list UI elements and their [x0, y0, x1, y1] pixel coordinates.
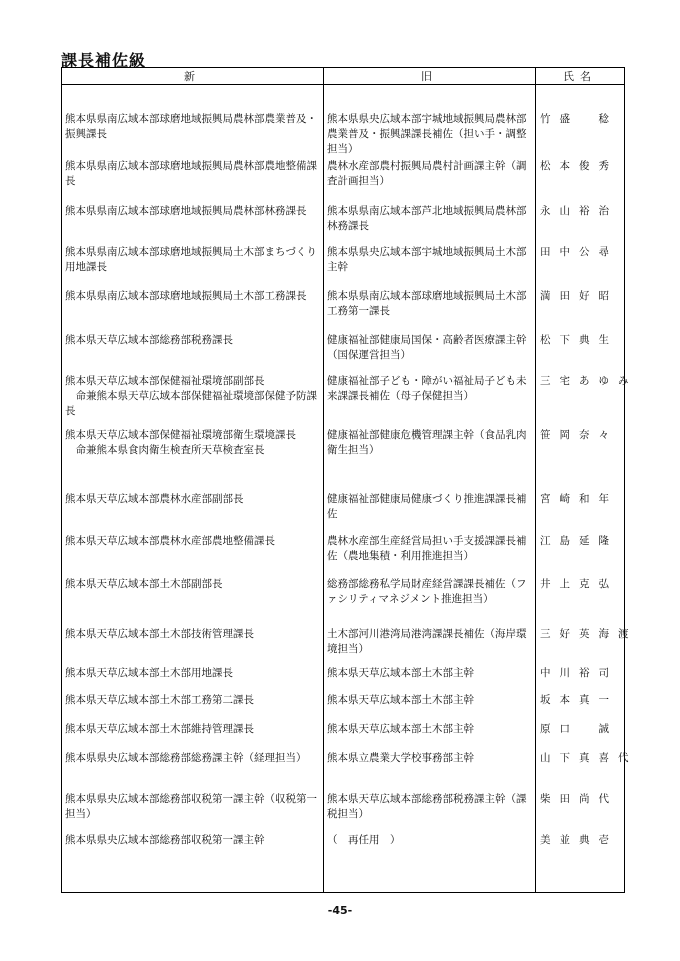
new-position-cell-text: 熊本県県央広域本部総務部総務課主幹（経理担当）	[65, 751, 307, 764]
name-cell	[536, 627, 638, 666]
new-position-cell-text: 熊本県天草広域本部土木部副部長	[65, 578, 223, 591]
old-position-cell-text: 熊本県県央広域本部宇城地域振興局土木部主幹	[327, 246, 527, 274]
table-row	[62, 428, 625, 493]
table-row	[62, 492, 625, 534]
name-cell-text: 山下真喜代	[540, 751, 638, 764]
new-position-cell	[62, 159, 324, 204]
table-row	[62, 85, 625, 159]
old-position-cell-text: 熊本県天草広域本部総務部税務課主幹（課税担当）	[327, 792, 527, 820]
old-position-cell-text: 農林水産部農村振興局農村計画課主幹（調査計画担当）	[327, 159, 527, 187]
name-cell	[536, 693, 625, 722]
name-cell-text: 三宅あゆみ	[540, 375, 638, 388]
old-position-cell-text: 健康福祉部健康危機管理課主幹（食品乳肉衛生担当）	[327, 428, 527, 456]
name-cell	[536, 722, 625, 751]
new-position-cell-text: 熊本県県南広域本部球磨地域振興局農林部農地整備課長	[65, 159, 317, 187]
table-row	[62, 577, 625, 626]
new-position-cell	[62, 374, 324, 427]
name-cell	[536, 289, 625, 333]
new-position-cell	[62, 792, 324, 833]
name-cell	[536, 428, 625, 493]
old-position-cell-text: 熊本県立農業大学校事務部主幹	[327, 751, 474, 764]
table-row	[62, 666, 625, 694]
old-position-cell	[324, 245, 536, 289]
name-cell-text: 美並典壱	[540, 833, 618, 846]
header-old: 旧	[324, 68, 536, 85]
old-position-cell	[324, 534, 536, 577]
old-position-cell	[324, 722, 536, 751]
table-row	[62, 245, 625, 289]
table-row	[62, 374, 625, 427]
old-position-cell	[324, 85, 536, 159]
name-cell-text: 満田好昭	[540, 290, 618, 303]
header-new: 新	[62, 68, 324, 85]
name-cell-text: 松下典生	[540, 334, 618, 347]
old-position-cell	[324, 289, 536, 333]
old-position-cell	[324, 333, 536, 374]
table-row	[62, 204, 625, 245]
new-position-cell-text: 熊本県天草広域本部土木部工務第二課長	[65, 694, 254, 707]
old-position-cell-text: 熊本県県南広域本部球磨地域振興局土木部工務第一課長	[327, 290, 527, 318]
new-position-cell	[62, 85, 324, 159]
name-cell-text: 原口 誠	[540, 723, 618, 736]
name-cell-text: 中川裕司	[540, 666, 618, 679]
new-position-cell	[62, 428, 324, 493]
new-position-cell	[62, 627, 324, 666]
name-cell-text: 坂本真一	[540, 694, 618, 707]
name-cell	[536, 534, 625, 577]
new-position-cell-text: 熊本県県南広域本部球磨地域振興局農林部農業普及・振興課長	[65, 113, 317, 140]
page-number: -45-	[327, 904, 353, 917]
new-position-cell-text: 熊本県県央広域本部総務部収税第一課主幹（収税第一担当）	[65, 792, 317, 820]
old-position-cell-text: 健康福祉部健康局健康づくり推進課課長補佐	[327, 493, 527, 521]
new-position-cell-text: 熊本県天草広域本部農林水産部農地整備課長	[65, 535, 275, 548]
new-position-cell	[62, 722, 324, 751]
table-row	[62, 159, 625, 204]
name-cell-text: 笹岡奈々	[540, 428, 618, 441]
new-position-cell-text: 熊本県天草広域本部土木部用地課長	[65, 666, 233, 679]
old-position-cell-text: （ 再任用 ）	[327, 833, 401, 846]
table-body	[62, 85, 638, 893]
new-position-cell-text: 熊本県天草広域本部保健福祉環境部副部長 命兼熊本県天草広域本部保健福祉環境部保健予防課長	[65, 375, 317, 418]
old-position-cell-text: 農林水産部生産経営局担い手支援課課長補佐（農地集積・利用推進担当）	[327, 535, 527, 563]
name-cell-text: 井上克弘	[540, 578, 618, 591]
old-position-cell-text: 熊本県天草広域本部土木部主幹	[327, 666, 474, 679]
new-position-cell	[62, 245, 324, 289]
name-cell-text: 柴田尚代	[540, 792, 618, 805]
old-position-cell	[324, 693, 536, 722]
new-position-cell-text: 熊本県県南広域本部球磨地域振興局土木部工務課長	[65, 290, 307, 303]
old-position-cell	[324, 159, 536, 204]
personnel-table	[61, 67, 638, 893]
name-cell	[536, 245, 625, 289]
new-position-cell	[62, 204, 324, 245]
table-row	[62, 751, 625, 792]
name-cell-text: 宮崎和年	[540, 493, 618, 506]
old-position-cell-text: 健康福祉部健康局国保・高齢者医療課主幹（国保運営担当）	[327, 334, 527, 362]
name-cell	[536, 374, 638, 427]
header-name: 氏名	[536, 68, 625, 85]
table-row	[62, 534, 625, 577]
table-row	[62, 722, 625, 751]
new-position-cell	[62, 333, 324, 374]
old-position-cell-text: 熊本県県南広域本部芦北地域振興局農林部林務課長	[327, 205, 527, 233]
new-position-cell	[62, 751, 324, 792]
name-cell-text: 竹盛 稔	[540, 113, 618, 125]
old-position-cell	[324, 204, 536, 245]
old-position-cell-text: 熊本県県央広域本部宇城地域振興局農林部農業普及・振興課課長補佐（担い手・調整担当）	[327, 113, 527, 155]
new-position-cell	[62, 577, 324, 626]
name-cell	[536, 666, 625, 694]
name-cell	[536, 204, 625, 245]
old-position-cell-text: 熊本県天草広域本部土木部主幹	[327, 723, 474, 736]
name-cell	[536, 333, 625, 374]
new-position-cell	[62, 492, 324, 534]
table-row	[62, 289, 625, 333]
new-position-cell-text: 熊本県天草広域本部農林水産部副部長	[65, 493, 244, 506]
new-position-cell	[62, 833, 324, 893]
old-position-cell	[324, 428, 536, 493]
old-position-cell	[324, 666, 536, 694]
name-cell	[536, 85, 625, 159]
old-position-cell-text: 土木部河川港湾局港湾課課長補佐（海岸環境担当）	[327, 627, 527, 655]
name-cell-text: 江島延隆	[540, 535, 618, 548]
old-position-cell-text: 総務部総務私学局財産経営課課長補佐（ファシリティマネジメント推進担当）	[327, 578, 527, 606]
name-cell	[536, 577, 625, 626]
table-row	[62, 833, 625, 893]
old-position-cell	[324, 792, 536, 833]
new-position-cell-text: 熊本県天草広域本部土木部維持管理課長	[65, 723, 254, 736]
table-row	[62, 333, 625, 374]
old-position-cell	[324, 751, 536, 792]
name-cell-text: 永山裕治	[540, 205, 618, 218]
new-position-cell	[62, 666, 324, 694]
table-row	[62, 693, 625, 722]
table-row	[62, 792, 625, 833]
table-row	[62, 627, 625, 666]
old-position-cell	[324, 374, 536, 427]
new-position-cell-text: 熊本県天草広域本部総務部税務課長	[65, 334, 233, 347]
new-position-cell	[62, 534, 324, 577]
page-title: 課長補佐級	[61, 51, 147, 70]
name-cell	[536, 792, 625, 833]
name-cell-text: 三好英海渡	[540, 627, 638, 640]
old-position-cell	[324, 627, 536, 666]
old-position-cell-text: 健康福祉部子ども・障がい福祉局子ども未来課課長補佐（母子保健担当）	[327, 375, 527, 403]
name-cell	[536, 751, 638, 792]
name-cell-text: 松本俊秀	[540, 159, 618, 172]
name-cell	[536, 833, 625, 893]
old-position-cell	[324, 492, 536, 534]
table-header-row	[62, 68, 625, 85]
new-position-cell-text: 熊本県県南広域本部球磨地域振興局農林部林務課長	[65, 205, 307, 218]
new-position-cell	[62, 289, 324, 333]
old-position-cell-text: 熊本県天草広域本部土木部主幹	[327, 694, 474, 707]
new-position-cell	[62, 693, 324, 722]
new-position-cell-text: 熊本県県央広域本部総務部収税第一課主幹	[65, 833, 265, 846]
new-position-cell-text: 熊本県県南広域本部球磨地域振興局土木部まちづくり用地課長	[65, 246, 317, 274]
new-position-cell-text: 熊本県天草広域本部保健福祉環境部衛生環境課長 命兼熊本県食肉衛生検査所天草検査室長	[65, 428, 296, 456]
old-position-cell	[324, 833, 536, 893]
name-cell	[536, 492, 625, 534]
old-position-cell	[324, 577, 536, 626]
name-cell-text: 田中公尋	[540, 246, 618, 259]
name-cell	[536, 159, 625, 204]
new-position-cell-text: 熊本県天草広域本部土木部技術管理課長	[65, 627, 254, 640]
